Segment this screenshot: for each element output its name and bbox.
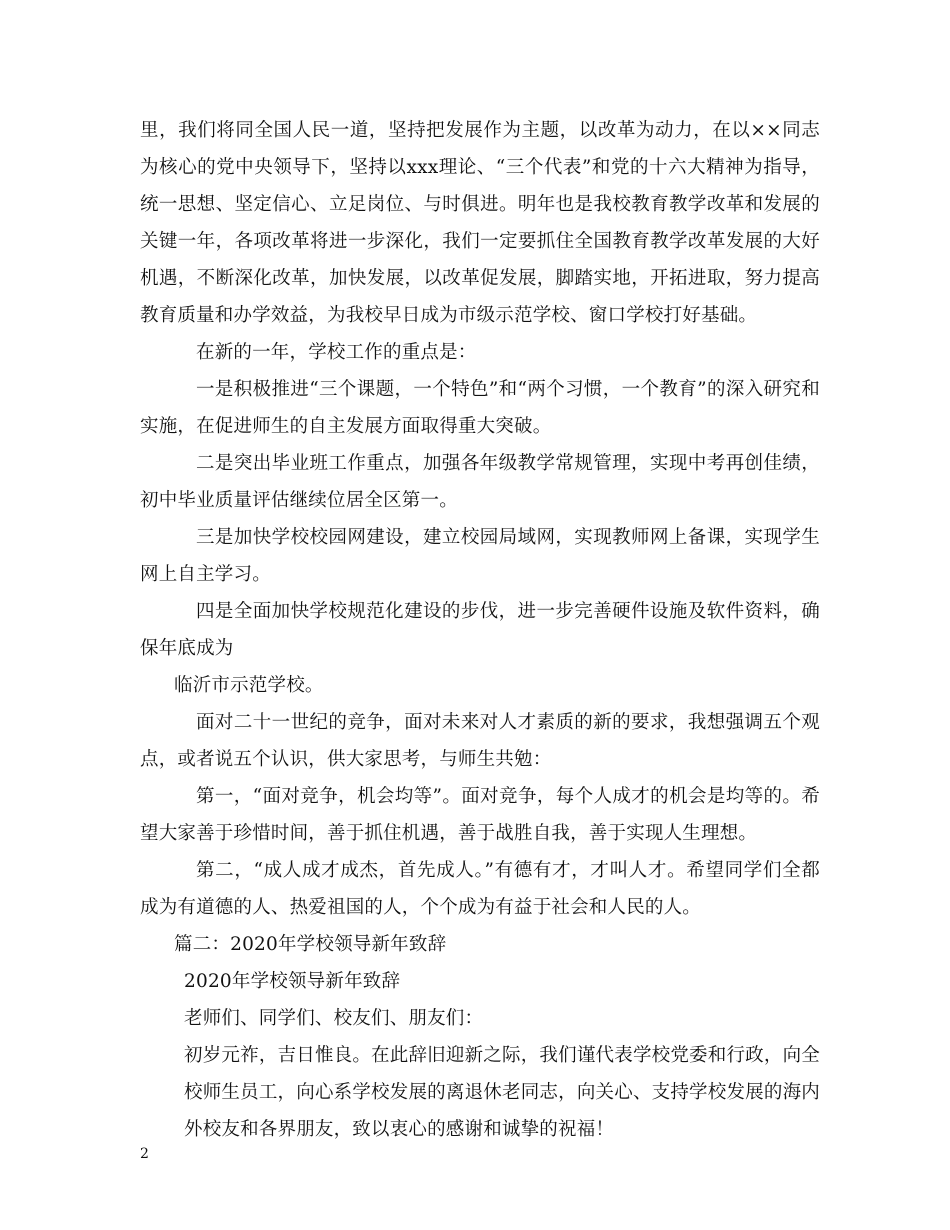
paragraph: 在新的一年，学校工作的重点是： [196,342,477,363]
paragraph: 里，我们将同全国人民一道，坚持把发展作为主题，以改革为动力，在以××同志为核心的党中央领导下，坚持以xxx理论、“三个代表”和党的十六大精神为指导，统一思想、坚定信心、立足岗位、与时俱进。明年也是我校教育教学改革和发展的关键一年，各项改革将进一步深化，我们一定要抓住全国教育教学改革发展的大好机遇，不断深化改革，加快发展，以改革促发展，脚踏实地，开拓进取，努力提高教育质量和办学效益，为我校早日成为市级示范学校、窗口学校打好基础。 [140,120,820,326]
letter-title: 2020年学校领导新年致辞 [184,971,401,992]
paragraph: 临沂市示范学校。 [174,675,324,696]
paragraph: 初岁元祚，吉日惟良。在此辞旧迎新之际，我们谨代表学校党委和行政，向全校师生员工，向心系学校发展的离退休老同志，向关心、支持学校发展的海内外校友和各界朋友，致以衷心的感谢和诚挚的祝福！ [184,1045,820,1140]
salutation: 老师们、同学们、校友们、朋友们： [184,1008,484,1029]
paragraph: 四是全面加快学校规范化建设的步伐，进一步完善硬件设施及软件资料，确保年底成为 [140,601,820,659]
paragraph: 第一，“面对竞争，机会均等”。面对竞争，每个人成才的机会是均等的。希望大家善于珍惜时间，善于抓住机遇，善于战胜自我，善于实现人生理想。 [140,786,820,844]
document-body [140,112,820,1148]
paragraph: 面对二十一世纪的竞争，面对未来对人才素质的新的要求，我想强调五个观点，或者说五个认识，供大家思考，与师生共勉： [140,712,820,770]
paragraph: 三是加快学校校园网建设，建立校园局域网，实现教师网上备课，实现学生网上自主学习。 [140,527,820,585]
paragraph: 一是积极推进“三个课题，一个特色”和“两个习惯，一个教育”的深入研究和实施，在促进师生的自主发展方面取得重大突破。 [140,379,820,437]
paragraph: 第二，“成人成才成杰，首先成人。”有德有才，才叫人才。希望同学们全都成为有道德的人、热爱祖国的人，个个成为有益于社会和人民的人。 [140,860,820,918]
paragraph: 二是突出毕业班工作重点，加强各年级教学常规管理，实现中考再创佳绩，初中毕业质量评估继续位居全区第一。 [140,453,820,511]
section-heading: 篇二：2020年学校领导新年致辞 [174,934,447,955]
page-number: 2 [140,1146,149,1162]
